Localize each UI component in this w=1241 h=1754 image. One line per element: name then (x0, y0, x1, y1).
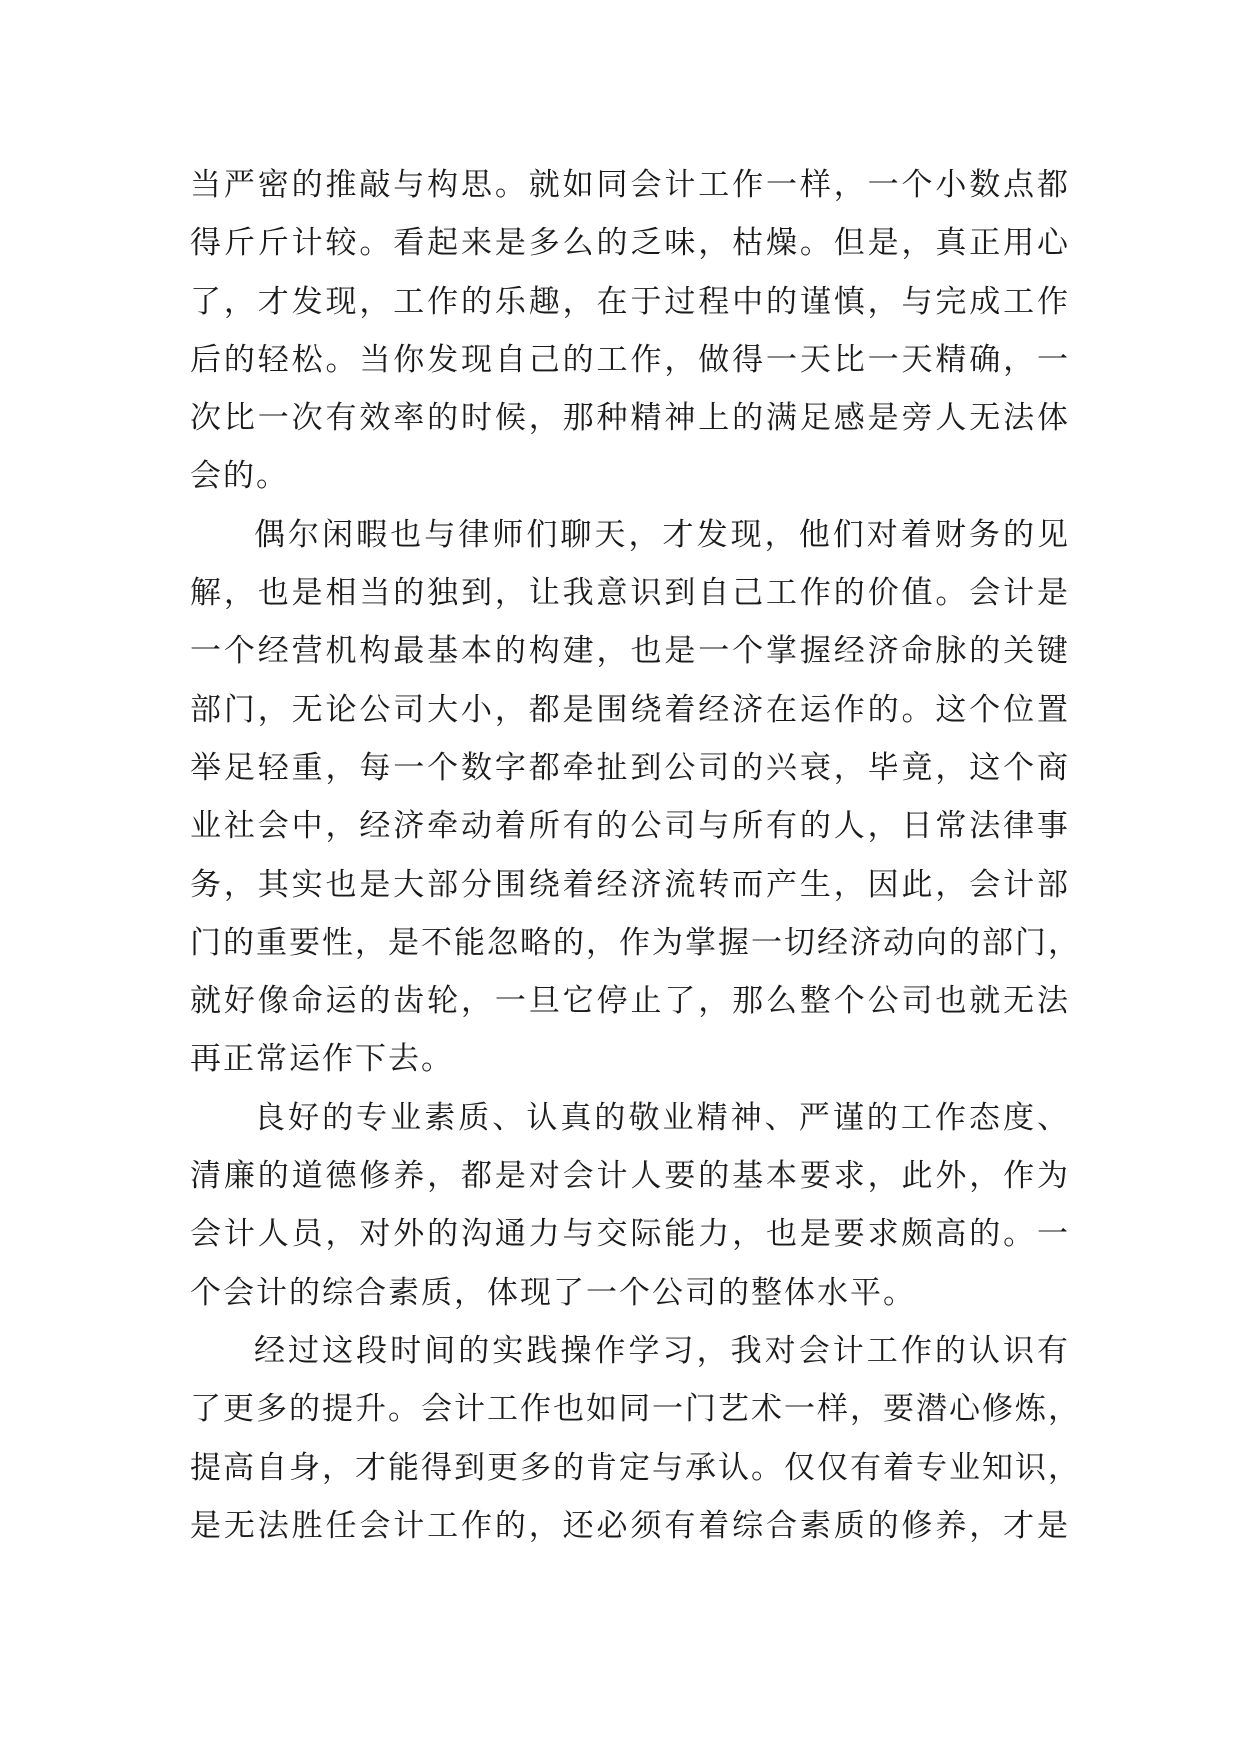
text-line: 个会计的综合素质，体现了一个公司的整体水平。 (190, 1274, 916, 1311)
text-line: 得斤斤计较。看起来是多么的乏味，枯燥。但是，真正用心 (190, 225, 1070, 262)
text-line: 务，其实也是大部分围绕着经济流转而产生，因此，会计部 (190, 866, 1070, 903)
text-line: 业社会中，经济牵动着所有的公司与所有的人，日常法律事 (190, 808, 1070, 845)
text-line: 部门，无论公司大小，都是围绕着经济在运作的。这个位置 (190, 691, 1070, 728)
text-line: 后的轻松。当你发现自己的工作，做得一天比一天精确，一 (190, 341, 1070, 378)
text-line: 当严密的推敲与构思。就如同会计工作一样，一个小数点都 (190, 167, 1070, 203)
text-line: 解，也是相当的独到，让我意识到自己工作的价值。会计是 (190, 575, 1070, 612)
text-line: 门的重要性，是不能忽略的，作为掌握一切经济动向的部门， (190, 924, 1081, 961)
text-line: 了更多的提升。会计工作也如同一门艺术一样，要潜心修炼， (190, 1391, 1081, 1428)
paragraph-first-line: 经过这段时间的实践操作学习，我对会计工作的认识有 (254, 1332, 1070, 1369)
body-text (190, 156, 1081, 1555)
text-line: 会计人员，对外的沟通力与交际能力，也是要求颇高的。一 (190, 1216, 1070, 1253)
text-line: 了，才发现，工作的乐趣，在于过程中的谨慎，与完成工作 (190, 283, 1070, 320)
paragraph-first-line: 良好的专业素质、认真的敬业精神、严谨的工作态度、 (254, 1099, 1070, 1136)
text-line: 就好像命运的齿轮，一旦它停止了，那么整个公司也就无法 (190, 983, 1070, 1020)
text-line: 举足轻重，每一个数字都牵扯到公司的兴衰，毕竟，这个商 (190, 749, 1070, 786)
paragraph-first-line: 偶尔闲暇也与律师们聊天，才发现，他们对着财务的见 (254, 516, 1070, 553)
text-line: 是无法胜任会计工作的，还必须有着综合素质的修养，才是 (190, 1507, 1070, 1544)
text-line: 再正常运作下去。 (190, 1041, 454, 1078)
text-line: 清廉的道德修养，都是对会计人要的基本要求，此外，作为 (190, 1158, 1070, 1195)
text-line: 次比一次有效率的时候，那种精神上的满足感是旁人无法体 (190, 400, 1070, 437)
text-line: 一个经营机构最基本的构建，也是一个掌握经济命脉的关键 (190, 633, 1070, 670)
text-line: 提高自身，才能得到更多的肯定与承认。仅仅有着专业知识， (190, 1449, 1081, 1486)
text-line: 会的。 (190, 458, 289, 495)
